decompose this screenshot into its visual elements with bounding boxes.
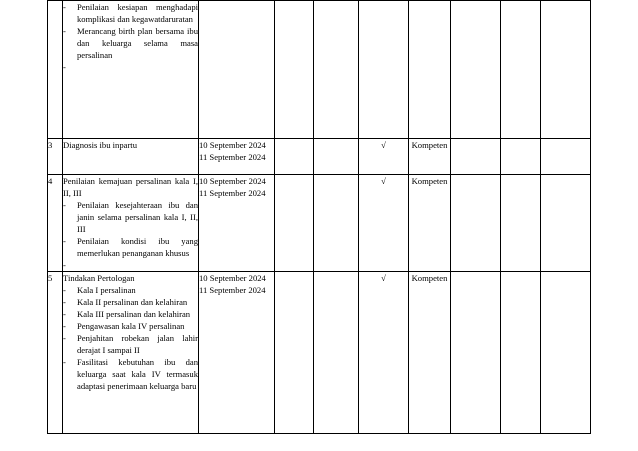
empty-cell [501, 1, 541, 139]
empty-cell [314, 139, 359, 175]
competency-item: - Penjahitan robekan jalan lahir derajat I sampai II [63, 332, 198, 356]
empty-cell [541, 175, 591, 272]
empty-cell [451, 1, 501, 139]
check-cell [359, 272, 409, 434]
empty-cell [275, 175, 314, 272]
status-text: Kompeten [411, 140, 448, 150]
status-cell [409, 1, 451, 139]
date-cell [199, 1, 275, 139]
competency-item: - Penilaian kesiapan menghadapi komplikasi dan kegawatdaruratan [63, 1, 198, 25]
status-text: Kompeten [411, 176, 448, 186]
row-number-cell [48, 139, 63, 175]
check-cell [359, 1, 409, 139]
date-cell [199, 272, 275, 434]
table-page [47, 0, 591, 434]
empty-cell [541, 139, 591, 175]
empty-cell [275, 1, 314, 139]
empty-cell [314, 1, 359, 139]
status-cell [409, 139, 451, 175]
row-number-cell [48, 272, 63, 434]
empty-cell [451, 175, 501, 272]
competency-heading: Diagnosis ibu inpartu [63, 140, 137, 150]
date-value: 11 September 2024 [199, 152, 266, 162]
description-cell [63, 175, 199, 272]
table-row [48, 139, 591, 175]
empty-cell [541, 272, 591, 434]
competency-item: - Merancang birth plan bersama ibu dan keluarga selama masa persalinan [63, 25, 198, 61]
empty-cell [314, 175, 359, 272]
competency-table [47, 0, 591, 434]
status-text: Kompeten [411, 273, 448, 283]
date-cell [199, 175, 275, 272]
empty-cell [275, 272, 314, 434]
empty-cell [501, 272, 541, 434]
table-row [48, 175, 591, 272]
empty-cell [541, 1, 591, 139]
date-value: 10 September 2024 [199, 176, 266, 186]
check-mark: √ [381, 273, 386, 283]
competency-item: - Penilaian kesejahteraan ibu dan janin selama persalinan kala I, II, III [63, 199, 198, 235]
check-cell [359, 139, 409, 175]
empty-cell [314, 272, 359, 434]
status-cell [409, 175, 451, 272]
competency-item: - Pengawasan kala IV persalinan [63, 320, 198, 332]
table-row [48, 272, 591, 434]
check-mark: √ [381, 176, 386, 186]
competency-item: - Kala II persalinan dan kelahiran [63, 296, 198, 308]
row-number-cell [48, 1, 63, 139]
date-value: 10 September 2024 [199, 273, 266, 283]
competency-heading: Penilaian kemajuan persalinan kala I, II, III [63, 176, 198, 198]
empty-cell [451, 139, 501, 175]
table-row [48, 1, 591, 139]
trailing-dash: - [63, 62, 66, 72]
empty-cell [501, 139, 541, 175]
date-value: 11 September 2024 [199, 188, 266, 198]
date-cell [199, 139, 275, 175]
competency-item: - Penilaian kondisi ibu yang memerlukan penanganan khusus [63, 235, 198, 259]
competency-heading: Tindakan Pertologan [63, 273, 135, 283]
competency-item: - Kala III persalinan dan kelahiran [63, 308, 198, 320]
empty-cell [501, 175, 541, 272]
row-number-cell [48, 175, 63, 272]
status-cell [409, 272, 451, 434]
check-mark: √ [381, 140, 386, 150]
competency-item: - Fasilitasi kebutuhan ibu dan keluarga saat kala IV termasuk adaptasi penerimaan keluarga baru [63, 356, 198, 392]
empty-cell [451, 272, 501, 434]
date-value: 10 September 2024 [199, 140, 266, 150]
description-cell [63, 1, 199, 139]
description-cell [63, 272, 199, 434]
row-number: 4 [48, 176, 53, 186]
trailing-dash: - [63, 260, 66, 270]
empty-cell [275, 139, 314, 175]
row-number: 5 [48, 273, 53, 283]
check-cell [359, 175, 409, 272]
date-value: 11 September 2024 [199, 285, 266, 295]
row-number: 3 [48, 140, 53, 150]
competency-item: - Kala I persalinan [63, 284, 198, 296]
description-cell [63, 139, 199, 175]
